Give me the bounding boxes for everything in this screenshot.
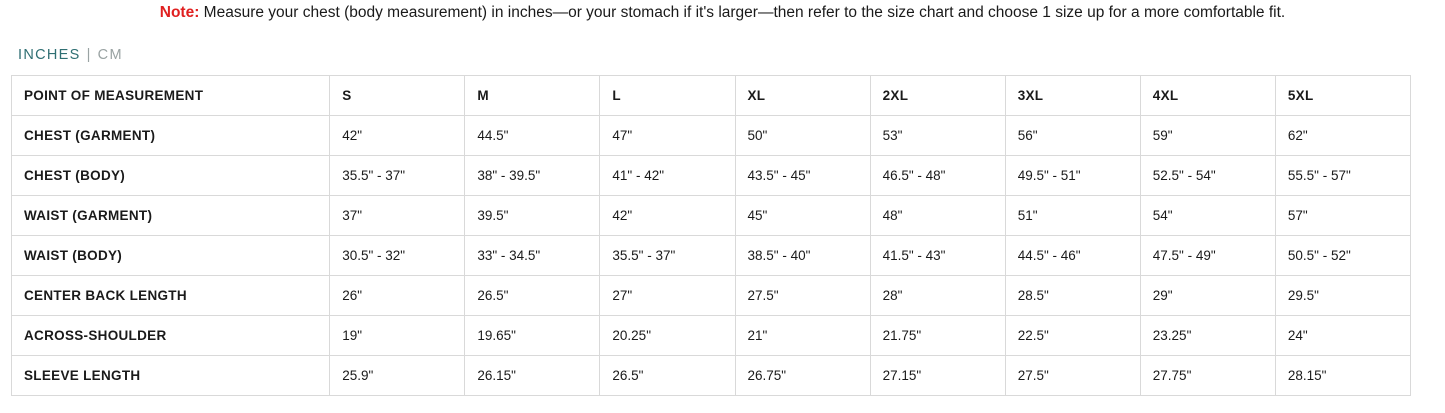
cell: 27.75" <box>1140 355 1275 395</box>
column-header-point-of-measurement: POINT OF MEASUREMENT <box>12 75 330 115</box>
cell: 47.5" - 49" <box>1140 235 1275 275</box>
cell: 22.5" <box>1005 315 1140 355</box>
measurement-note <box>0 0 1445 23</box>
cell: 26" <box>330 275 465 315</box>
cell: 41.5" - 43" <box>870 235 1005 275</box>
note-label: Note: <box>159 4 200 21</box>
cell: 62" <box>1275 115 1410 155</box>
cell: 39.5" <box>465 195 600 235</box>
cell: 41" - 42" <box>600 155 735 195</box>
unit-toggle <box>0 23 1445 75</box>
cell: 49.5" - 51" <box>1005 155 1140 195</box>
cell: 29" <box>1140 275 1275 315</box>
cell: 26.75" <box>735 355 870 395</box>
cell: 57" <box>1275 195 1410 235</box>
column-header-xl: XL <box>735 75 870 115</box>
cell: 27" <box>600 275 735 315</box>
unit-separator: | <box>86 46 92 63</box>
row-label: WAIST (GARMENT) <box>12 195 330 235</box>
column-header-4xl: 4XL <box>1140 75 1275 115</box>
cell: 24" <box>1275 315 1410 355</box>
unit-cm-tab[interactable]: CM <box>97 46 123 63</box>
cell: 38" - 39.5" <box>465 155 600 195</box>
cell: 43.5" - 45" <box>735 155 870 195</box>
cell: 48" <box>870 195 1005 235</box>
cell: 37" <box>330 195 465 235</box>
table-row <box>12 315 1411 355</box>
cell: 35.5" - 37" <box>600 235 735 275</box>
cell: 42" <box>330 115 465 155</box>
cell: 26.15" <box>465 355 600 395</box>
table-row <box>12 275 1411 315</box>
cell: 51" <box>1005 195 1140 235</box>
cell: 28" <box>870 275 1005 315</box>
cell: 38.5" - 40" <box>735 235 870 275</box>
cell: 20.25" <box>600 315 735 355</box>
cell: 19" <box>330 315 465 355</box>
cell: 44.5" - 46" <box>1005 235 1140 275</box>
cell: 27.15" <box>870 355 1005 395</box>
table-header-row <box>12 75 1411 115</box>
cell: 21.75" <box>870 315 1005 355</box>
table-row <box>12 115 1411 155</box>
unit-inches-tab[interactable]: INCHES <box>18 46 81 63</box>
cell: 21" <box>735 315 870 355</box>
column-header-s: S <box>330 75 465 115</box>
cell: 56" <box>1005 115 1140 155</box>
cell: 28.5" <box>1005 275 1140 315</box>
cell: 33" - 34.5" <box>465 235 600 275</box>
cell: 50.5" - 52" <box>1275 235 1410 275</box>
cell: 26.5" <box>600 355 735 395</box>
cell: 59" <box>1140 115 1275 155</box>
cell: 50" <box>735 115 870 155</box>
cell: 25.9" <box>330 355 465 395</box>
table-row <box>12 355 1411 395</box>
cell: 53" <box>870 115 1005 155</box>
cell: 35.5" - 37" <box>330 155 465 195</box>
column-header-5xl: 5XL <box>1275 75 1410 115</box>
note-text: Measure your chest (body measurement) in inches—or your stomach if it's larger—then refer to the size chart and choose 1 size up for a more comfortable fit. <box>199 4 1286 21</box>
cell: 52.5" - 54" <box>1140 155 1275 195</box>
cell: 28.15" <box>1275 355 1410 395</box>
table-row <box>12 235 1411 275</box>
column-header-3xl: 3XL <box>1005 75 1140 115</box>
cell: 27.5" <box>1005 355 1140 395</box>
cell: 29.5" <box>1275 275 1410 315</box>
row-label: CHEST (GARMENT) <box>12 115 330 155</box>
cell: 47" <box>600 115 735 155</box>
cell: 26.5" <box>465 275 600 315</box>
cell: 54" <box>1140 195 1275 235</box>
cell: 19.65" <box>465 315 600 355</box>
cell: 46.5" - 48" <box>870 155 1005 195</box>
table-row <box>12 195 1411 235</box>
row-label: ACROSS-SHOULDER <box>12 315 330 355</box>
row-label: CENTER BACK LENGTH <box>12 275 330 315</box>
row-label: WAIST (BODY) <box>12 235 330 275</box>
cell: 44.5" <box>465 115 600 155</box>
cell: 30.5" - 32" <box>330 235 465 275</box>
size-chart-table <box>11 75 1411 396</box>
cell: 23.25" <box>1140 315 1275 355</box>
table-row <box>12 155 1411 195</box>
cell: 45" <box>735 195 870 235</box>
cell: 55.5" - 57" <box>1275 155 1410 195</box>
cell: 27.5" <box>735 275 870 315</box>
column-header-m: M <box>465 75 600 115</box>
column-header-l: L <box>600 75 735 115</box>
row-label: CHEST (BODY) <box>12 155 330 195</box>
row-label: SLEEVE LENGTH <box>12 355 330 395</box>
column-header-2xl: 2XL <box>870 75 1005 115</box>
cell: 42" <box>600 195 735 235</box>
